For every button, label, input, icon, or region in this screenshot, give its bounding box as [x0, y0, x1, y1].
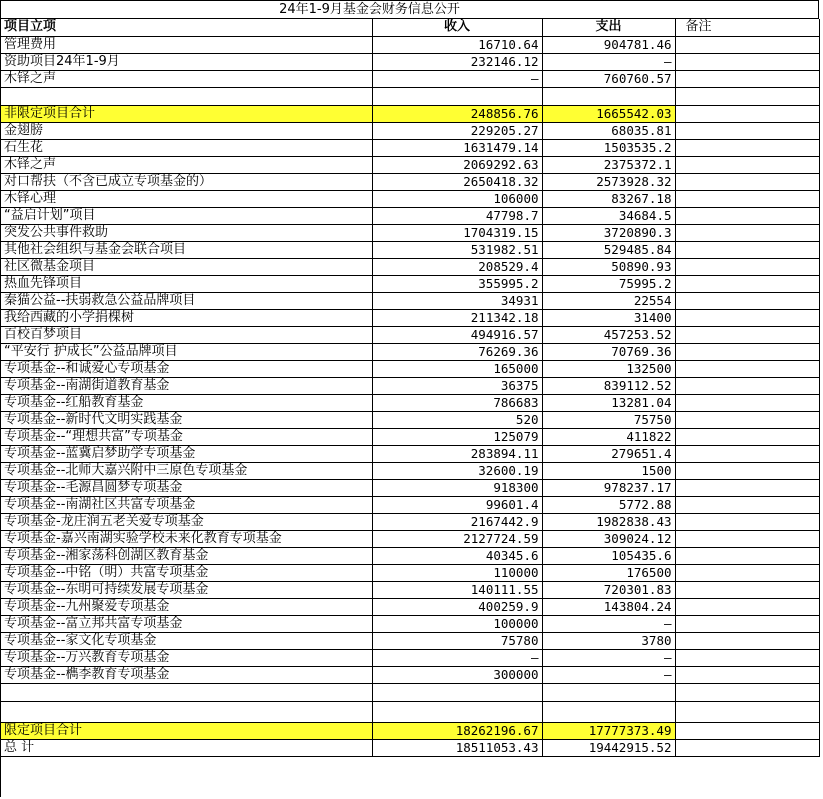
table-row [1, 122, 819, 139]
row-name: 热血先锋项目 [1, 275, 372, 292]
table-row [1, 275, 819, 292]
table-row [1, 190, 819, 207]
row-expense: 1500 [542, 462, 675, 479]
row-name: 专项基金--富立邦共富专项基金 [1, 615, 372, 632]
blank-row [1, 701, 819, 722]
table-row [1, 445, 819, 462]
row-note [675, 462, 819, 479]
row-name: 我给西藏的小学捐棵树 [1, 309, 372, 326]
row-note [675, 139, 819, 156]
row-note [675, 258, 819, 275]
row-name: 专项基金-嘉兴南湖实验学校未来化教育专项基金 [1, 530, 372, 547]
row-income: 786683 [372, 394, 542, 411]
row-note [675, 275, 819, 292]
row-expense: 68035.81 [542, 122, 675, 139]
empty-cell [1, 87, 372, 105]
row-name: 专项基金--“理想共富”专项基金 [1, 428, 372, 445]
row-expense: 75995.2 [542, 275, 675, 292]
table-row [1, 394, 819, 411]
table-row [1, 666, 819, 683]
row-income: 76269.36 [372, 343, 542, 360]
table-row [1, 70, 819, 87]
row-expense: 3720890.3 [542, 224, 675, 241]
row-note [675, 70, 819, 87]
empty-cell [1, 701, 372, 722]
row-note [675, 496, 819, 513]
row-income: — [372, 70, 542, 87]
table-row [1, 36, 819, 53]
table-row [1, 173, 819, 190]
row-income: 918300 [372, 479, 542, 496]
row-name: 专项基金--和诚爱心专项基金 [1, 360, 372, 377]
table-row [1, 207, 819, 224]
row-income: 34931 [372, 292, 542, 309]
row-name: 专项基金--南湖街道教育基金 [1, 377, 372, 394]
row-income: 18262196.67 [372, 722, 542, 739]
empty-cell [372, 683, 542, 701]
row-name: 总 计 [1, 739, 372, 756]
row-name: 限定项目合计 [1, 722, 372, 739]
table-row [1, 411, 819, 428]
row-income: 110000 [372, 564, 542, 581]
row-income: 355995.2 [372, 275, 542, 292]
table-row [1, 479, 819, 496]
empty-cell [372, 87, 542, 105]
row-note [675, 377, 819, 394]
row-income: 2069292.63 [372, 156, 542, 173]
row-expense: 22554 [542, 292, 675, 309]
row-name: 专项基金--东明可持续发展专项基金 [1, 581, 372, 598]
row-name: 专项基金--万兴教育专项基金 [1, 649, 372, 666]
row-income: 208529.4 [372, 258, 542, 275]
row-income: 2167442.9 [372, 513, 542, 530]
row-note [675, 666, 819, 683]
row-name: 石生花 [1, 139, 372, 156]
row-note [675, 513, 819, 530]
row-note [675, 105, 819, 122]
row-name: “益启计划”项目 [1, 207, 372, 224]
row-expense: 70769.36 [542, 343, 675, 360]
empty-cell [542, 701, 675, 722]
row-income: 100000 [372, 615, 542, 632]
empty-cell [372, 701, 542, 722]
table-row [1, 739, 819, 756]
row-expense: 1982838.43 [542, 513, 675, 530]
table-row [1, 530, 819, 547]
row-name: 资助项目24年1-9月 [1, 53, 372, 70]
row-note [675, 411, 819, 428]
row-expense: 411822 [542, 428, 675, 445]
table-row [1, 513, 819, 530]
table-row [1, 428, 819, 445]
table-row [1, 343, 819, 360]
row-note [675, 564, 819, 581]
row-note [675, 309, 819, 326]
row-expense: 75750 [542, 411, 675, 428]
row-note [675, 36, 819, 53]
row-expense: 839112.52 [542, 377, 675, 394]
row-name: 社区微基金项目 [1, 258, 372, 275]
table-row [1, 564, 819, 581]
table-row [1, 377, 819, 394]
subtotal-row [1, 105, 819, 122]
row-expense: 1503535.2 [542, 139, 675, 156]
row-expense: — [542, 615, 675, 632]
table-row [1, 53, 819, 70]
row-expense: 176500 [542, 564, 675, 581]
row-income: 2127724.59 [372, 530, 542, 547]
row-note [675, 615, 819, 632]
row-note [675, 739, 819, 756]
row-income: 300000 [372, 666, 542, 683]
row-income: — [372, 649, 542, 666]
empty-cell [675, 701, 819, 722]
header-note: 备注 [675, 19, 819, 36]
table-row [1, 496, 819, 513]
row-name: 专项基金--北师大嘉兴附中三原色专项基金 [1, 462, 372, 479]
row-expense: 978237.17 [542, 479, 675, 496]
row-expense: — [542, 53, 675, 70]
row-expense: 760760.57 [542, 70, 675, 87]
row-name: 对口帮扶（不含已成立专项基金的） [1, 173, 372, 190]
table-row [1, 326, 819, 343]
row-expense: 309024.12 [542, 530, 675, 547]
row-expense: 132500 [542, 360, 675, 377]
row-name: 专项基金--九州聚爱专项基金 [1, 598, 372, 615]
row-name: 木铎之声 [1, 156, 372, 173]
row-note [675, 241, 819, 258]
row-name: 专项基金--家文化专项基金 [1, 632, 372, 649]
row-income: 232146.12 [372, 53, 542, 70]
row-note [675, 530, 819, 547]
row-name: 专项基金--新时代文明实践基金 [1, 411, 372, 428]
row-note [675, 722, 819, 739]
table-row [1, 615, 819, 632]
header-name: 项目立项 [1, 19, 372, 36]
row-note [675, 190, 819, 207]
row-note [675, 581, 819, 598]
table-row [1, 292, 819, 309]
row-note [675, 360, 819, 377]
row-expense: 720301.83 [542, 581, 675, 598]
row-expense: 2573928.32 [542, 173, 675, 190]
row-name: 专项基金--中铭（明）共富专项基金 [1, 564, 372, 581]
row-expense: 50890.93 [542, 258, 675, 275]
row-note [675, 224, 819, 241]
row-name: 其他社会组织与基金会联合项目 [1, 241, 372, 258]
row-income: 1704319.15 [372, 224, 542, 241]
row-expense: 143804.24 [542, 598, 675, 615]
row-note [675, 326, 819, 343]
row-income: 229205.27 [372, 122, 542, 139]
blank-row [1, 683, 819, 701]
row-name: 木铎心理 [1, 190, 372, 207]
row-income: 494916.57 [372, 326, 542, 343]
row-name: 专项基金--蓝冀启梦助学专项基金 [1, 445, 372, 462]
row-name: 百校百梦项目 [1, 326, 372, 343]
row-income: 47798.7 [372, 207, 542, 224]
table-body [1, 36, 819, 756]
row-expense: — [542, 649, 675, 666]
row-income: 283894.11 [372, 445, 542, 462]
row-income: 1631479.14 [372, 139, 542, 156]
row-name: 专项基金--檇李教育专项基金 [1, 666, 372, 683]
header-income: 收入 [372, 19, 542, 36]
row-income: 400259.9 [372, 598, 542, 615]
table-row [1, 309, 819, 326]
row-income: 36375 [372, 377, 542, 394]
empty-cell [542, 683, 675, 701]
row-name: 专项基金--湘家荡科创湖区教育基金 [1, 547, 372, 564]
row-note [675, 428, 819, 445]
row-income: 248856.76 [372, 105, 542, 122]
row-expense: 17777373.49 [542, 722, 675, 739]
row-note [675, 292, 819, 309]
row-note [675, 649, 819, 666]
row-note [675, 156, 819, 173]
row-note [675, 547, 819, 564]
empty-cell [542, 87, 675, 105]
table-row [1, 241, 819, 258]
row-note [675, 479, 819, 496]
header-row [1, 19, 819, 36]
row-income: 520 [372, 411, 542, 428]
row-expense: 904781.46 [542, 36, 675, 53]
row-expense: 19442915.52 [542, 739, 675, 756]
row-name: 专项基金-龙庄润五老关爱专项基金 [1, 513, 372, 530]
row-income: 211342.18 [372, 309, 542, 326]
row-income: 32600.19 [372, 462, 542, 479]
row-note [675, 343, 819, 360]
row-expense: 3780 [542, 632, 675, 649]
table-row [1, 156, 819, 173]
row-income: 40345.6 [372, 547, 542, 564]
table-row [1, 598, 819, 615]
row-income: 99601.4 [372, 496, 542, 513]
row-income: 165000 [372, 360, 542, 377]
row-name: 金翅膀 [1, 122, 372, 139]
row-expense: 1665542.03 [542, 105, 675, 122]
table-row [1, 632, 819, 649]
row-income: 18511053.43 [372, 739, 542, 756]
row-expense: 279651.4 [542, 445, 675, 462]
row-expense: 31400 [542, 309, 675, 326]
row-note [675, 207, 819, 224]
empty-cell [1, 683, 372, 701]
table-row [1, 649, 819, 666]
blank-row [1, 87, 819, 105]
row-name: 专项基金--毛源昌圆梦专项基金 [1, 479, 372, 496]
row-expense: 13281.04 [542, 394, 675, 411]
table-row [1, 360, 819, 377]
row-name: 突发公共事件救助 [1, 224, 372, 241]
table-row [1, 258, 819, 275]
row-expense: 2375372.1 [542, 156, 675, 173]
row-note [675, 632, 819, 649]
subtotal-row [1, 722, 819, 739]
row-name: “平安行 护成长”公益品牌项目 [1, 343, 372, 360]
row-note [675, 445, 819, 462]
row-name: 秦猫公益--扶弱救急公益品牌项目 [1, 292, 372, 309]
row-name: 专项基金--红船教育基金 [1, 394, 372, 411]
row-income: 140111.55 [372, 581, 542, 598]
empty-cell [675, 683, 819, 701]
sheet-title: 24年1-9月基金会财务信息公开 [1, 1, 819, 19]
row-name: 非限定项目合计 [1, 105, 372, 122]
table-row [1, 547, 819, 564]
row-note [675, 53, 819, 70]
row-income: 531982.51 [372, 241, 542, 258]
table-row [1, 462, 819, 479]
row-expense: — [542, 666, 675, 683]
table-row [1, 581, 819, 598]
row-expense: 457253.52 [542, 326, 675, 343]
row-note [675, 598, 819, 615]
row-note [675, 394, 819, 411]
row-name: 管理费用 [1, 36, 372, 53]
row-income: 2650418.32 [372, 173, 542, 190]
row-income: 75780 [372, 632, 542, 649]
row-income: 16710.64 [372, 36, 542, 53]
header-expense: 支出 [542, 19, 675, 36]
row-expense: 529485.84 [542, 241, 675, 258]
row-income: 106000 [372, 190, 542, 207]
finance-table [1, 19, 820, 757]
row-expense: 105435.6 [542, 547, 675, 564]
row-expense: 5772.88 [542, 496, 675, 513]
row-income: 125079 [372, 428, 542, 445]
row-expense: 34684.5 [542, 207, 675, 224]
table-row [1, 224, 819, 241]
row-expense: 83267.18 [542, 190, 675, 207]
row-note [675, 173, 819, 190]
row-name: 专项基金--南湖社区共富专项基金 [1, 496, 372, 513]
row-note [675, 122, 819, 139]
empty-cell [675, 87, 819, 105]
row-name: 木铎之声 [1, 70, 372, 87]
table-row [1, 139, 819, 156]
